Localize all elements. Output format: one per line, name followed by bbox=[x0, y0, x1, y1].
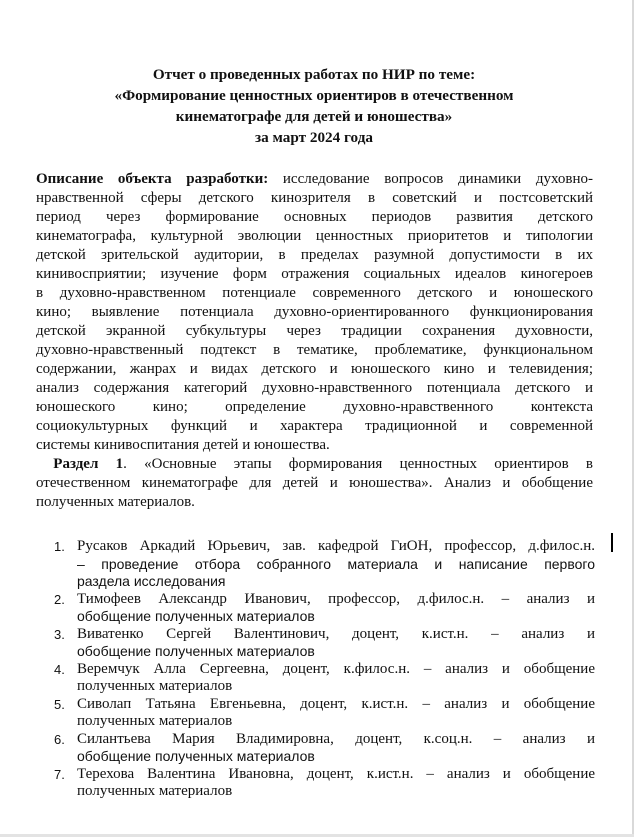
list-item bbox=[54, 661, 595, 696]
list-item-line: обобщение полученных материалов bbox=[77, 608, 315, 624]
list-item bbox=[54, 731, 595, 766]
text-cursor bbox=[611, 533, 613, 552]
title-line-1: Отчет о проведенных работах по НИР по теме: bbox=[152, 66, 476, 83]
description-line: юношеского кино; определение духовно-нравственного контекста bbox=[36, 399, 593, 415]
description-line: кинивосприятии; изучение форм отражения социальных идеалов киногероев bbox=[36, 266, 593, 282]
section-line: Раздел 1. «Основные этапы формирования ценностных ориентиров в bbox=[53, 456, 594, 472]
list-item bbox=[54, 538, 595, 591]
description-line: содержании, жанрах и видах детского и юношеского кино и телевидения; bbox=[36, 361, 593, 377]
section-line: полученных материалов. bbox=[36, 494, 195, 510]
list-item bbox=[54, 766, 595, 801]
description-line: Описание объекта разработки: исследование вопросов динамики духовно- bbox=[36, 171, 593, 187]
list-item-line: полученных материалов bbox=[77, 713, 233, 729]
list-item-line: полученных материалов bbox=[77, 783, 233, 799]
document-title bbox=[40, 64, 588, 148]
participants-list bbox=[54, 538, 595, 801]
list-number: 5. bbox=[54, 696, 65, 712]
list-number: 3. bbox=[54, 626, 65, 642]
list-number: 7. bbox=[54, 766, 65, 782]
list-item-line: обобщение полученных материалов bbox=[77, 643, 315, 659]
list-number: 4. bbox=[54, 661, 65, 677]
list-number: 6. bbox=[54, 731, 65, 747]
list-item-line: Веремчук Алла Сергеевна, доцент, к.филос.н. – анализ и обобщение bbox=[77, 660, 595, 677]
description-line: социокультурных функций и характера традиционной и современной bbox=[36, 418, 593, 434]
list-item-line: обобщение полученных материалов bbox=[77, 748, 315, 764]
list-item-line: раздела исследования bbox=[77, 573, 226, 589]
title-line-4: за март 2024 года bbox=[255, 129, 373, 146]
description-line: нравственной сферы детского кинозрителя в советский и постсоветский bbox=[36, 190, 593, 206]
title-line-2: «Формирование ценностных ориентиров в отечественном bbox=[114, 87, 514, 104]
list-item-line: Русаков Аркадий Юрьевич, зав. кафедрой ГиОН, профессор, д.филос.н. bbox=[77, 538, 595, 554]
list-number: 2. bbox=[54, 591, 65, 607]
description-line: в духовно-нравственном потенциале современного детского и юношеского bbox=[36, 285, 593, 301]
list-item-line: Виватенко Сергей Валентинович, доцент, к.ист.н. – анализ и bbox=[77, 625, 595, 642]
description-line: духовно-нравственный подтекст в тематике, проблематике, функциональном bbox=[36, 342, 593, 358]
section-label: Раздел 1 bbox=[53, 456, 124, 472]
list-item bbox=[54, 591, 595, 626]
description-line: детской экранной субкультуры через традиции сохранения духовности, bbox=[36, 323, 593, 339]
object-description bbox=[36, 170, 593, 512]
list-item-line: Тимофеев Александр Иванович, профессор, д.филос.н. – анализ и bbox=[77, 590, 595, 607]
description-line: кинематографа, культурной эволюции ценностных приоритетов и типологии bbox=[36, 228, 593, 244]
description-line: анализ содержания категорий духовно-нравственного потенциала детского и bbox=[36, 380, 593, 396]
list-item bbox=[54, 626, 595, 661]
list-item-line: Силантьева Мария Владимировна, доцент, к.соц.н. – анализ и bbox=[77, 730, 595, 747]
list-item-line: полученных материалов bbox=[77, 678, 233, 694]
section-line: отечественном кинематографе для детей и юношества». Анализ и обобщение bbox=[36, 475, 593, 491]
description-line: детской зрительской аудитории, в пределах разумной допустимости в их bbox=[36, 247, 593, 263]
description-label: Описание объекта разработки: bbox=[36, 171, 269, 187]
description-line: период через формирование основных периодов развития детского bbox=[36, 209, 593, 225]
description-line: кино; выявление потенциала духовно-ориентированного функционирования bbox=[36, 304, 593, 320]
title-line-3: кинематографе для детей и юношества» bbox=[175, 108, 453, 125]
list-item-line: Сиволап Татьяна Евгеньевна, доцент, к.ист.н. – анализ и обобщение bbox=[77, 695, 595, 712]
list-item-line: – проведение отбора собранного материала и написание первого bbox=[77, 555, 595, 572]
list-item bbox=[54, 696, 595, 731]
list-item-line: Терехова Валентина Ивановна, доцент, к.ист.н. – анализ и обобщение bbox=[77, 765, 595, 782]
list-number: 1. bbox=[54, 539, 65, 554]
description-line: системы кинивоспитания детей и юношества. bbox=[36, 437, 330, 453]
